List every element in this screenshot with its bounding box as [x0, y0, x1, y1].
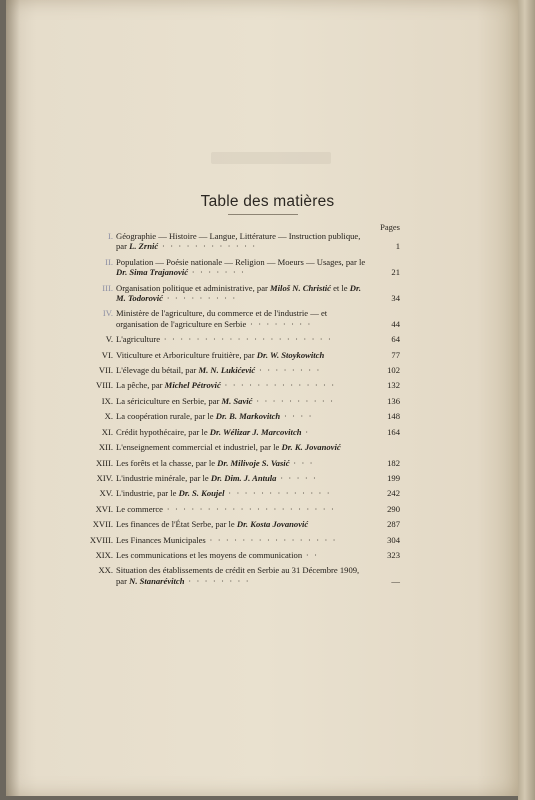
chapter-title: [116, 411, 370, 421]
chapter-author: Dr. B. Markovitch: [215, 411, 281, 422]
chapter-title-text: Les finances de l'État Serbe, par le: [116, 519, 237, 530]
chapter-title: [116, 365, 370, 375]
chapter-title-text: Viticulture et Arboriculture fruitière, par: [116, 349, 257, 360]
page-number: 64: [391, 334, 400, 345]
toc-entry: [80, 308, 400, 329]
toc-entry: [80, 396, 400, 406]
toc-entry: [80, 519, 400, 529]
toc-entry: [80, 504, 400, 514]
page-number: 242: [387, 488, 400, 499]
chapter-title: [116, 257, 370, 278]
chapter-title-text: L'industrie, par le: [116, 488, 179, 499]
dot-leader: · · ·: [289, 457, 315, 468]
chapter-number: III.: [102, 282, 113, 293]
chapter-title-text: Les Finances Municipales: [116, 534, 206, 545]
chapter-title-text: Les forêts et la chasse, par le: [116, 457, 218, 468]
chapter-number: IX.: [101, 395, 113, 406]
dot-leader: · · · · · · · ·: [246, 318, 312, 329]
toc-entry: [80, 550, 400, 560]
page-number: 199: [387, 472, 400, 483]
chapter-number: XII.: [98, 442, 113, 453]
chapter-title: [116, 231, 370, 252]
dot-leader: · ·: [302, 549, 319, 560]
chapter-title: [116, 504, 370, 514]
page-number: 77: [391, 349, 400, 360]
chapter-title: [116, 519, 370, 529]
page-number: 102: [387, 365, 400, 376]
page-number: 304: [387, 534, 400, 545]
chapter-number: XIII.: [96, 457, 113, 468]
dot-leader: · · · · · · · · · · · ·: [158, 241, 257, 252]
dot-leader: · · · · · · · ·: [255, 365, 321, 376]
chapter-author: Dr. Wélizar J. Marcovitch: [209, 426, 302, 437]
chapter-number: XVIII.: [89, 534, 113, 545]
chapter-title: [116, 565, 370, 586]
chapter-number: IV.: [102, 308, 113, 319]
toc-entry: [80, 257, 400, 278]
chapter-author: L. Zrnić: [129, 241, 159, 252]
page-number: —: [391, 575, 400, 586]
chapter-number: XVII.: [92, 519, 113, 530]
chapter-number: VI.: [101, 349, 113, 360]
chapter-number: II.: [105, 256, 113, 267]
dot-leader: · · · · · · · · ·: [162, 293, 237, 304]
chapter-title: [116, 308, 370, 329]
dot-leader: · · · · · · · · · ·: [252, 395, 335, 406]
toc-entry: [80, 380, 400, 390]
chapter-title-text: Ministère de l'agriculture, du commerce et de l'industrie — et organisation de l'agriculture en Serbie: [116, 308, 328, 329]
page-number: 182: [387, 457, 400, 468]
chapter-title-text: L'agriculture: [116, 334, 161, 345]
page-number: 287: [387, 519, 400, 530]
chapter-title-text: Le commerce: [116, 503, 163, 514]
chapter-number: XIX.: [95, 549, 113, 560]
chapter-title-text: La sériciculture en Serbie, par: [116, 395, 222, 406]
chapter-author: M. N. Lukićević: [198, 365, 256, 376]
chapter-author: Dr. S. Koujel: [178, 488, 225, 499]
chapter-title-text: Les communications et les moyens de communication: [116, 549, 303, 560]
dot-leader: · · · · · · ·: [188, 267, 246, 278]
chapter-author: Dr. Sima Trajanović: [116, 267, 189, 278]
chapter-title-text: La pêche, par: [116, 380, 165, 391]
page-number: 44: [391, 318, 400, 329]
chapter-title: [116, 488, 370, 498]
chapter-title-text: Situation des établissements de crédit en Serbie au 31 Décembre 1909, par: [116, 565, 360, 586]
chapter-number: VII.: [98, 365, 113, 376]
toc-entry: [80, 283, 400, 304]
chapter-title-text: L'industrie minérale, par le: [116, 472, 211, 483]
chapter-title: [116, 380, 370, 390]
dot-leader: · · · · · · · ·: [184, 575, 251, 586]
page-number: 132: [387, 380, 400, 391]
toc-entry: [80, 411, 400, 421]
chapter-title: [116, 473, 370, 483]
chapter-title: [116, 535, 370, 545]
dot-leader: · · · ·: [280, 411, 314, 422]
chapter-author: N. Stanarévitch: [129, 575, 185, 586]
chapter-author: Michel Pétrović: [164, 380, 221, 391]
page-number: 290: [387, 503, 400, 514]
dot-leader: · · · · ·: [276, 472, 318, 483]
chapter-author: M. Savić: [221, 395, 253, 406]
chapter-number: VIII.: [96, 380, 113, 391]
chapter-number: XVI.: [95, 503, 113, 514]
chapter-author: Dr. Dim. J. Antula: [210, 472, 277, 483]
table-of-contents: [80, 231, 400, 591]
chapter-author: Dr. Kosta Jovanović: [236, 519, 309, 530]
chapter-number: I.: [107, 231, 113, 241]
chapter-author: Dr. K. Jovanović: [281, 442, 341, 453]
chapter-title-text: Organisation politique et administrative, par: [116, 282, 271, 293]
page-number: 21: [391, 267, 400, 278]
chapter-title: [116, 458, 370, 468]
dot-leader: · · · · · · · · · · · · · · · ·: [205, 534, 338, 545]
chapter-title: [116, 442, 370, 452]
chapter-number: XV.: [99, 488, 113, 499]
chapter-author: Dr. W. Stoykowitch: [256, 349, 325, 360]
dot-leader: ·: [301, 426, 310, 437]
chapter-author: Miloš N. Christić: [270, 282, 331, 293]
chapter-title-text: Géographie — Histoire — Langue, Littérature — Instruction publique, par: [116, 231, 361, 252]
dot-leader: · · · · · · · · · · · · · · · · · · · · ·: [163, 503, 336, 514]
dot-leader: · · · · · · · · · · · · · · · · · · · · ·: [160, 334, 333, 345]
chapter-number: X.: [104, 411, 113, 422]
toc-entry: [80, 442, 400, 452]
page-number: 323: [387, 549, 400, 560]
chapter-author: Dr. M. Todorović: [116, 282, 362, 304]
page-fold-shadow: [6, 0, 20, 796]
chapter-title-text: et le: [330, 282, 350, 293]
title-rule: [228, 214, 298, 215]
chapter-number: XIV.: [96, 472, 113, 483]
toc-entry: [80, 231, 400, 252]
chapter-number: XI.: [101, 426, 113, 437]
page-number: 164: [387, 426, 400, 437]
pages-column-header: Pages: [380, 222, 400, 232]
toc-entry: [80, 350, 400, 360]
page-number: 148: [387, 411, 400, 422]
toc-entry: [80, 473, 400, 483]
dot-leader: · · · · · · · · · · · · ·: [224, 488, 332, 499]
chapter-title: [116, 334, 370, 344]
chapter-title: [116, 396, 370, 406]
toc-entry: [80, 334, 400, 344]
page-title: Table des matières: [200, 193, 335, 210]
chapter-title-text: Crédit hypothécaire, par le: [116, 426, 210, 437]
chapter-author: Dr. Milivoje S. Vasić: [217, 457, 290, 468]
toc-entry: [80, 427, 400, 437]
page-number: 34: [391, 293, 400, 304]
page-number: 136: [387, 395, 400, 406]
chapter-title: [116, 427, 370, 437]
chapter-title: [116, 550, 370, 560]
toc-entry: [80, 535, 400, 545]
chapter-title-text: La coopération rurale, par le: [116, 411, 216, 422]
toc-entry: [80, 565, 400, 586]
chapter-title-text: Population — Poésie nationale — Religion — Moeurs — Usages, par le: [116, 256, 366, 267]
chapter-title: [116, 283, 370, 304]
page-edges: [518, 0, 535, 800]
toc-entry: [80, 458, 400, 468]
chapter-number: V.: [105, 334, 113, 345]
show-through-text: [211, 152, 331, 164]
chapter-title: [116, 350, 370, 360]
dot-leader: · · · · · · · · · · · · · ·: [220, 380, 336, 391]
chapter-number: XX.: [98, 565, 113, 576]
page-number: 1: [395, 241, 400, 252]
toc-entry: [80, 488, 400, 498]
toc-entry: [80, 365, 400, 375]
chapter-title-text: L'enseignement commercial et industriel, par le: [116, 442, 282, 453]
chapter-title-text: L'élevage du bétail, par: [116, 365, 199, 376]
